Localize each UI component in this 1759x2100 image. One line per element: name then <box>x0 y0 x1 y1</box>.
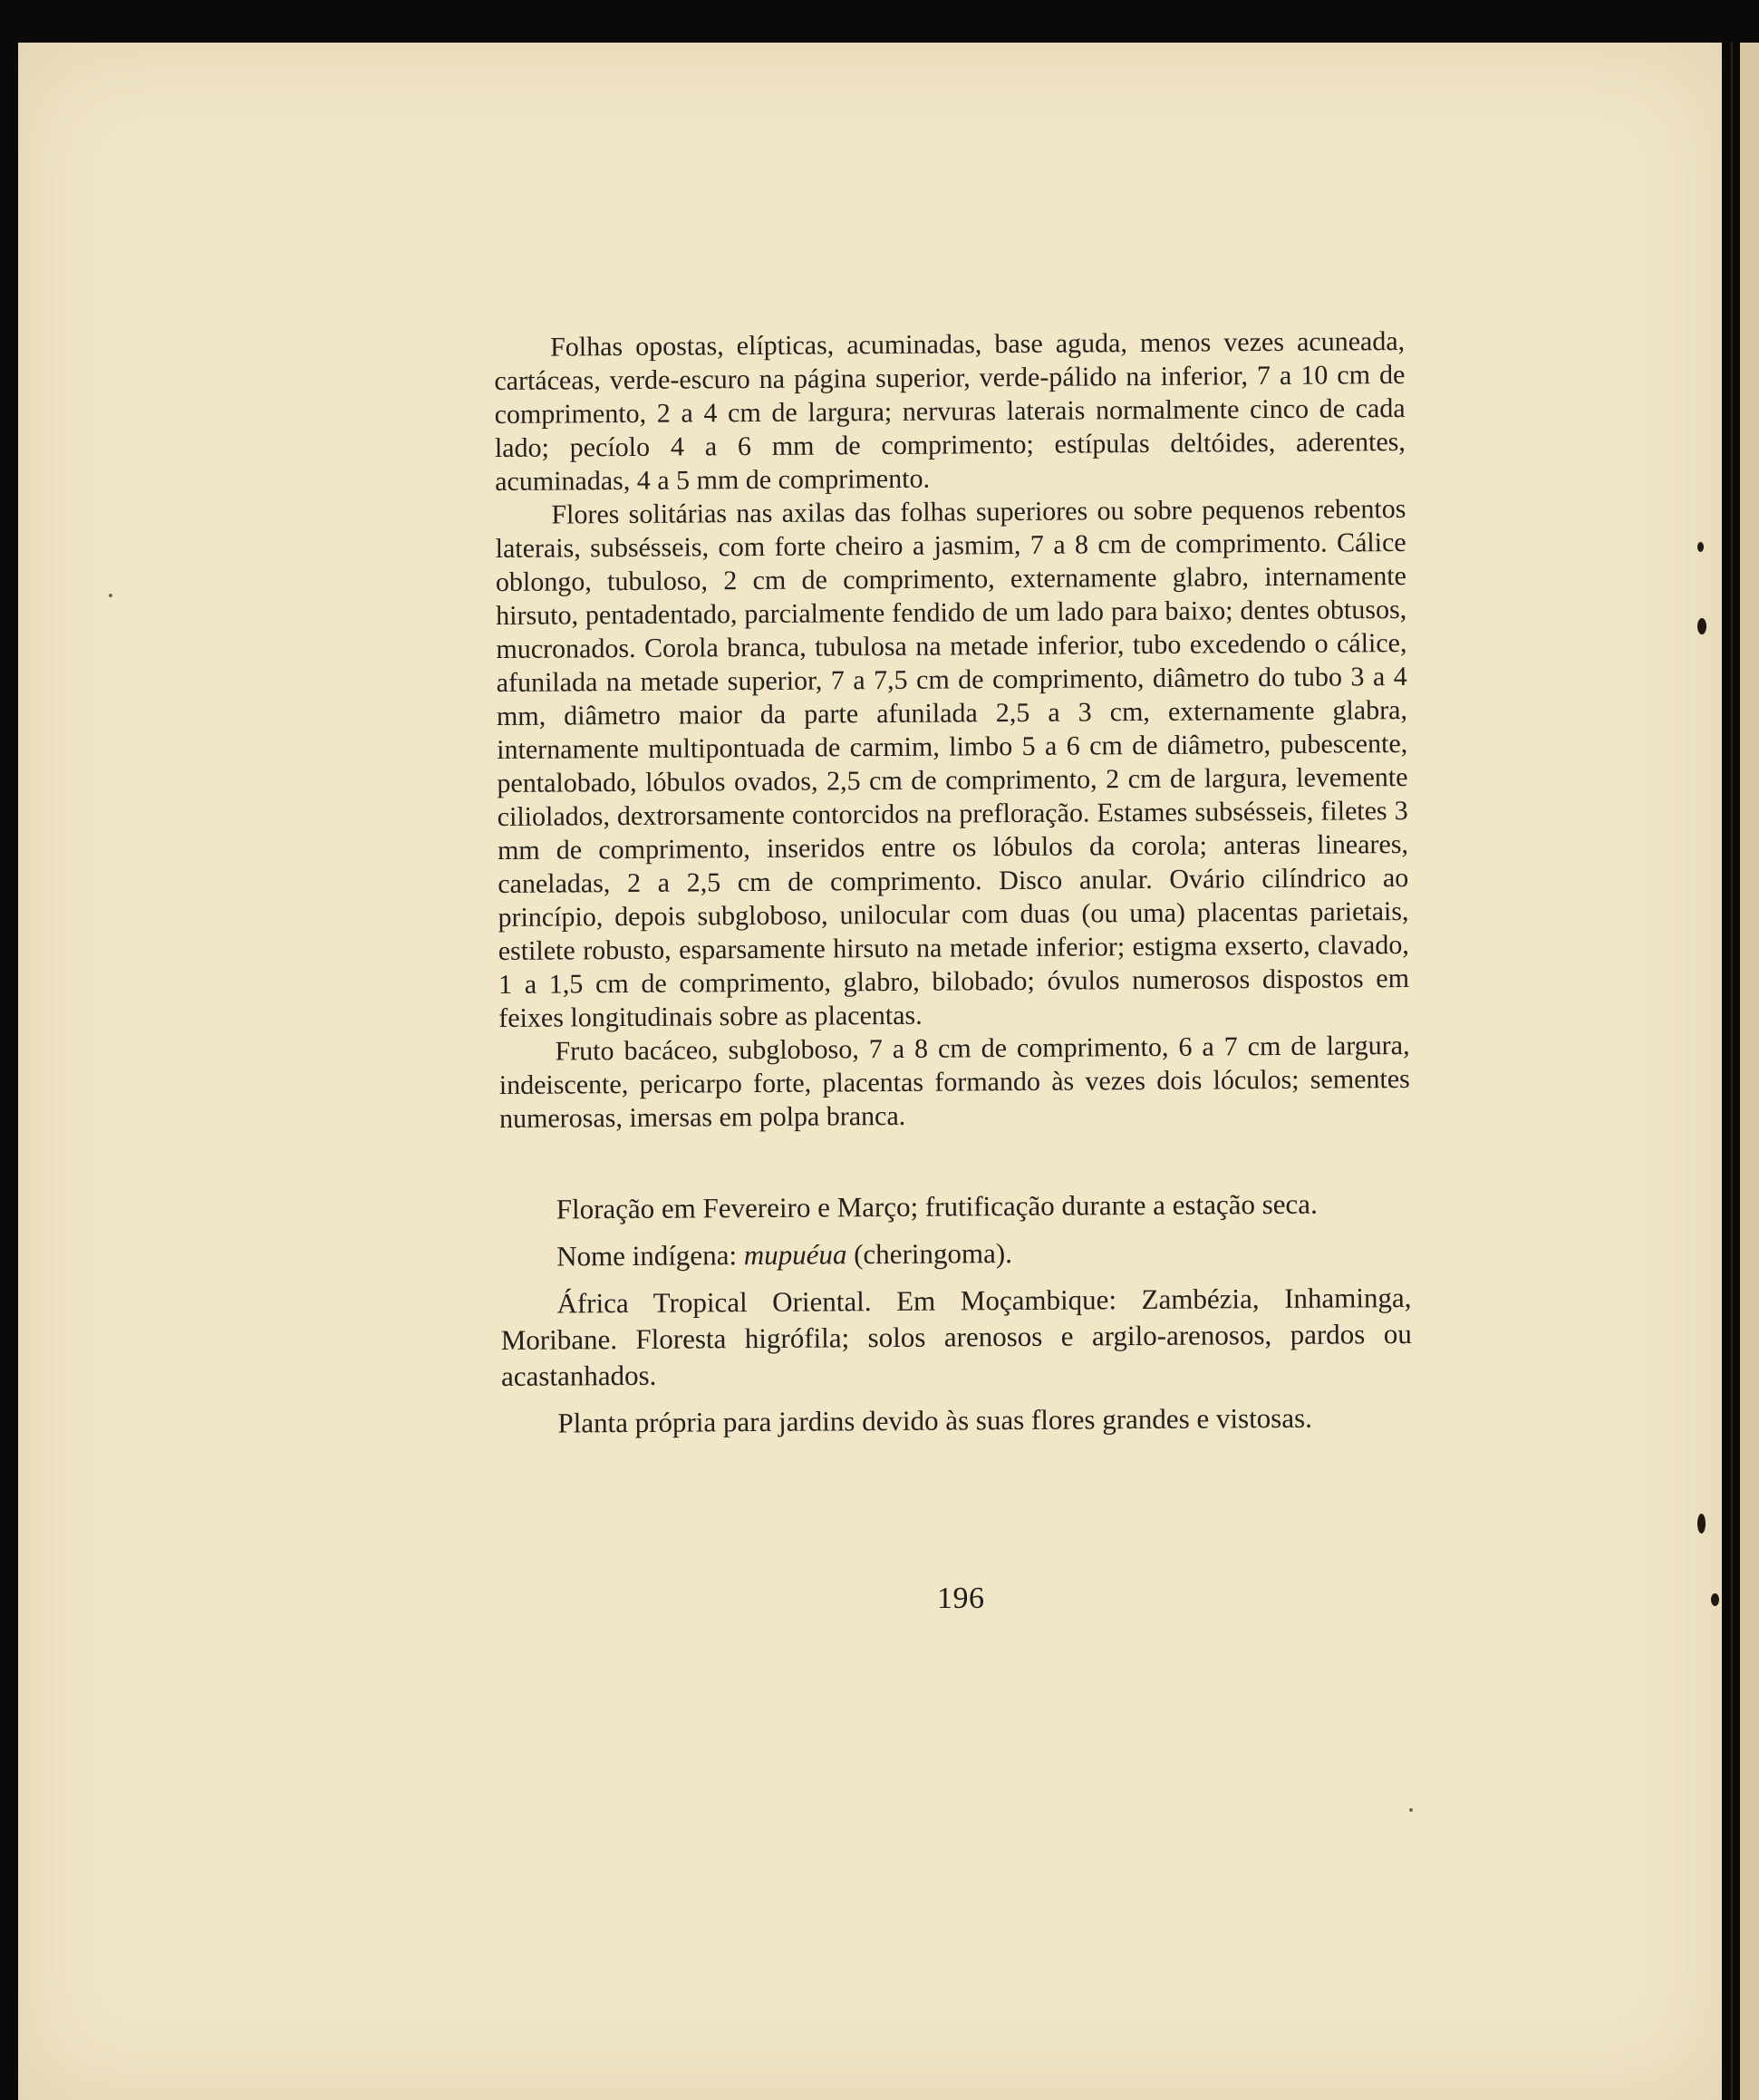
fruit-paragraph: Fruto bacáceo, subgloboso, 7 a 8 cm de comprimento, 6 a 7 cm de largura, indeiscente, pericarpo forte, placentas formando às vezes dois lóculos; sementes numerosas, imersas em polpa branca. <box>498 1030 1410 1134</box>
section-gap <box>499 1129 1410 1192</box>
distribution-note: África Tropical Oriental. Em Moçambique: Zambézia, Inhaminga, Moribane. Floresta higrófila; solos arenosos e argilo-arenosos, pardos ou acastanhados. <box>500 1281 1412 1392</box>
binding-hole-mark <box>1697 542 1704 552</box>
binding-hole-mark <box>1697 1514 1706 1534</box>
flowers-paragraph: Flores solitárias nas axilas das folhas superiores ou sobre pequenos rebentos laterais, subsésseis, com forte cheiro a jasmim, 7 a 8 cm de comprimento. Cálice oblongo, tubuloso, 2 cm de comprimento, externamente glabro, internamente hirsuto, pentadentado, parcialmente fendido de um lado para baixo; dentes obtusos, mucronados. Corola branca, tubulosa na metade inferior, tubo excedendo o cálice, afunilada na metade superior, 7 a 7,5 cm de comprimento, diâmetro do tubo 3 a 4 mm, diâmetro maior da parte afunilada 2,5 a 3 cm, externamente glabra, internamente multipontuada de carmim, limbo 5 a 6 cm de diâmetro, pubescente, pentalobado, lóbulos ovados, 2,5 cm de comprimento, 2 cm de largura, levemente ciliolados, dextrorsamente contorcidos na prefloração. Estames subsésseis, filetes 3 mm de comprimento, inseridos entre os lóbulos da corola; anteras lineares, caneladas, 2 a 2,5 cm de comprimento. Disco anular. Ovário cilíndrico ao princípio, depois subgloboso, unilocular com duas (ou uma) placentas parietais, estilete robusto, esparsamente hirsuto na metade inferior; estigma exserto, clavado, 1 a 1,5 cm de comprimento, glabro, bilobado; óvulos numerosos dispostos em feixes longitudinais sobre as placentas. <box>495 493 1410 1033</box>
page-number: 196 <box>937 1582 985 1615</box>
native-name-prefix: Nome indígena: <box>556 1239 744 1273</box>
paper-speck <box>1409 1808 1413 1812</box>
binding-hole-mark <box>1711 1593 1719 1606</box>
usage-note: Planta própria para jardins devido às suas flores grandes e vistosas. <box>557 1401 1313 1439</box>
paper-speck <box>109 594 112 597</box>
leaves-paragraph: Folhas opostas, elípticas, acuminadas, base aguda, menos vezes acuneada, cartáceas, verde-escuro na página superior, verde-pálido na inferior, 7 a 10 cm de comprimento, 2 a 4 cm de largura; nervuras laterais normalmente cinco de cada lado; pecíolo 4 a 6 mm de comprimento; estípulas deltóides, aderentes, acuminadas, 4 a 5 mm de comprimento. <box>494 325 1406 497</box>
ecology-notes <box>500 1185 1413 1442</box>
flowering-note: Floração em Fevereiro e Março; frutificação durante a estação seca. <box>556 1187 1318 1225</box>
binding-hole-mark <box>1697 618 1706 634</box>
native-name-suffix: (cheringoma). <box>846 1237 1013 1271</box>
native-name-note <box>500 1233 1411 1275</box>
native-name: mupuéua <box>743 1238 847 1272</box>
next-page-edge <box>1722 43 1759 2100</box>
species-description <box>494 324 1413 1453</box>
